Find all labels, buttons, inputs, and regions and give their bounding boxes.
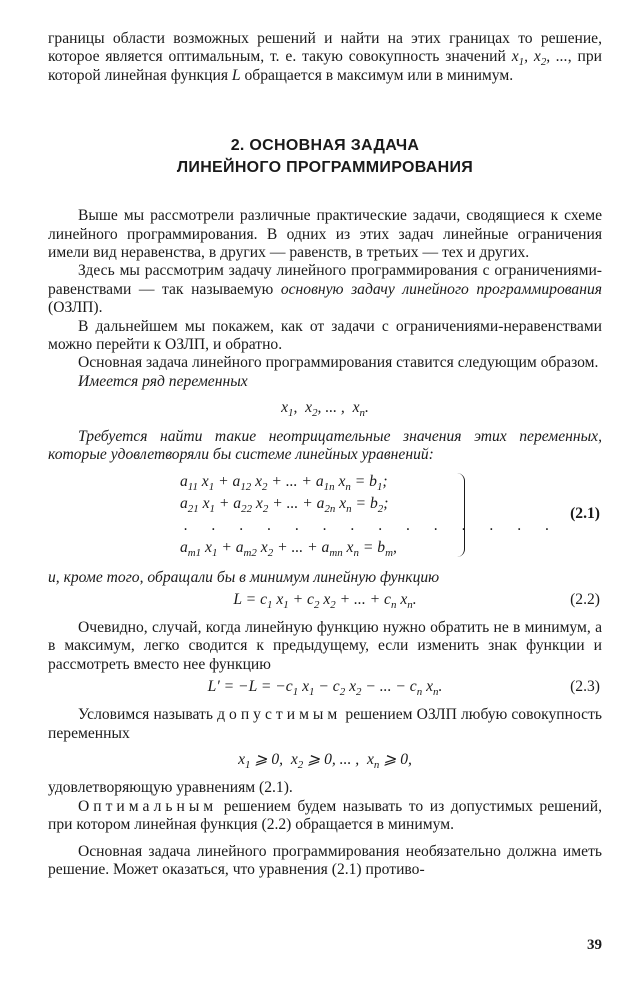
equation-2-3 — [48, 678, 602, 702]
equation-2-2-body: $L = c_1$ $x_1 + c_2$ $x_2$ + ... + $c_n$ $x_n$. — [233, 590, 417, 612]
intro-variables: $x_1$, $x_2$, ... — [511, 48, 568, 69]
equation-2-2 — [48, 591, 602, 615]
paragraph-11: Оптимальным решением будем называть то из допустимых решений, при котором линейная функция (2.2) обращается в минимум. — [48, 797, 602, 834]
heading-line-1: 2. ОСНОВНАЯ ЗАДАЧА — [230, 137, 420, 155]
paragraph-3: В дальнейшем мы покажем, как от задачи с ограничениями-неравенствами можно перейти к ОЗЛП, и обратно. — [48, 317, 602, 354]
paragraph-12: Основная задача линейного программирования необязательно должна иметь решение. Может оказаться, что уравнения (2.1) противо- — [48, 842, 602, 878]
paragraph-10: удовлетворяющую уравнениям (2.1). — [48, 779, 293, 797]
paragraph-2: Здесь мы рассмотрим задачу линейного программирования с ограничениями-равенствами — так называемую основную задачу линейного программирования (ОЗЛП). — [48, 262, 602, 317]
section-heading — [48, 135, 602, 179]
system-lines — [180, 471, 559, 559]
equation-label-2-3: (2.3) — [570, 678, 600, 696]
system-row-2: $a_{21}$ $x_1 + a_{22}$ $x_2$ + ... + $a_{2n}$ $x_n = b_2$; — [180, 494, 389, 515]
paragraph-5: Имеется ряд переменных — [78, 372, 248, 390]
system-row-1: $a_{11}$ $x_1 + a_{12}$ $x_2$ + ... + $a_{1n}$ $x_n = b_1$; — [180, 472, 388, 493]
equation-label-2-2: (2.2) — [570, 590, 600, 608]
paragraph-8: Очевидно, случай, когда линейную функцию нужно обратить не в минимум, а в максимум, легко сводится к предыдущему, если изменить знак функции и рассмотреть вместо нее функцию — [48, 618, 602, 673]
paragraph-4: Основная задача линейного программирования ставится следующим образом. — [78, 354, 599, 372]
paragraph-7: и, кроме того, обращали бы в минимум линейную функцию — [48, 568, 440, 586]
equation-system-2-1 — [48, 471, 602, 563]
term-optimal: Оптимальным — [78, 797, 218, 815]
equation-2-3-body: $L' = -L = -c_1$ $x_1 - c_2$ $x_2$ − ... − $c_n$ $x_n$. — [207, 678, 443, 699]
variables-list: $x_1$, $x_2$, ... , $x_n$. — [281, 399, 369, 420]
heading-line-2: ЛИНЕЙНОГО ПРОГРАММИРОВАНИЯ — [176, 159, 474, 177]
system-dots: . . . . . . . . . . . . . . — [184, 516, 560, 534]
equation-label-2-1: (2.1) — [570, 504, 600, 522]
paragraph-1: Выше мы рассмотрели различные практические задачи, сводящиеся к схеме линейного программирования. В одних из этих задач линейные ограничения имели вид неравенства, в других — равенств, в третьих — тех и других. — [48, 207, 602, 262]
ozlp-term: основную задачу линейного программирования — [280, 280, 602, 298]
term-admissible: допустимым — [217, 706, 342, 724]
page-number: 39 — [587, 937, 602, 953]
system-brace — [456, 473, 465, 557]
nonnegativity-conditions: $x_1$ ⩾ 0, $x_2$ ⩾ 0, ... , $x_n$ ⩾ 0, — [238, 750, 412, 772]
system-row-m: $a_{m1}$ $x_1 + a_{m2}$ $x_2$ + ... + $a_{mn}$ $x_n = b_m$, — [180, 538, 397, 559]
intro-paragraph: границы области возможных решений и найти на этих границах то решение, которое является оптимальным, т. е. такую совокупность значений $x_1$, $x_2$, ..., при которой линейная функция L обращается в максимум или в минимум. — [48, 30, 602, 84]
intro-func-L: L — [231, 66, 241, 84]
paragraph-9: Условимся называть допустимым решением ОЗЛП любую совокупность переменных — [48, 706, 603, 742]
paragraph-6: Требуется найти такие неотрицательные значения этих переменных, которые удовлетворяли бы системе линейных уравнений: — [48, 427, 602, 464]
